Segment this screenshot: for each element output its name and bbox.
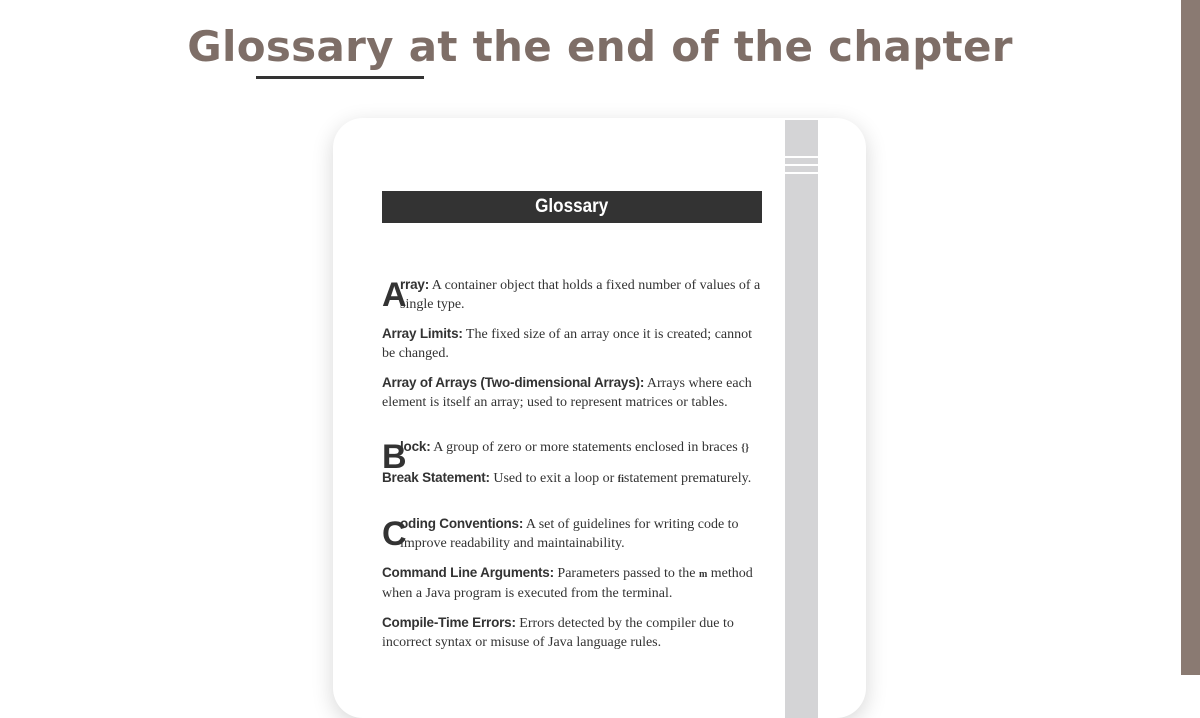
glossary-entry-array-limits xyxy=(382,324,767,363)
entry-term: Command Line Arguments: xyxy=(382,565,554,580)
entry-definition: A set of guidelines for writing code to improve readability and maintainability. xyxy=(400,517,739,551)
glossary-heading-bar xyxy=(382,191,762,223)
glossary-entry-coding-conventions xyxy=(382,514,767,553)
strip-line xyxy=(785,156,818,158)
title-underline xyxy=(256,76,424,79)
drop-cap: B xyxy=(382,438,407,476)
glossary-entry-command-line-arguments xyxy=(382,563,767,603)
glossary-heading: Glossary xyxy=(535,196,609,217)
entry-term: rray: xyxy=(400,277,430,292)
page-side-strip xyxy=(785,120,818,718)
strip-line xyxy=(785,172,818,174)
entry-definition-prefix: Used to exit a loop or xyxy=(489,471,618,486)
glossary-entries xyxy=(382,275,767,662)
entry-definition: A container object that holds a fixed number of values of a single type. xyxy=(400,278,761,312)
entry-definition-prefix: Parameters passed to the xyxy=(553,566,699,581)
glossary-entry-block xyxy=(382,437,767,476)
glossary-entry-compile-time-errors xyxy=(382,613,767,652)
inline-code-glyph: fi xyxy=(617,474,624,485)
inline-code-glyph: m xyxy=(698,569,708,580)
entry-definition: The fixed size of an array once it is created; cannot be changed. xyxy=(382,327,753,361)
glossary-entry-array xyxy=(382,275,767,314)
entry-definition: Arrays where each element is itself an array; used to represent matrices or tables. xyxy=(382,376,752,410)
entry-definition: A group of zero or more statements enclosed in braces xyxy=(430,440,742,455)
entry-term: lock: xyxy=(400,439,431,454)
entry-definition: Errors detected by the compiler due to incorrect syntax or misuse of Java language rules. xyxy=(382,616,734,650)
glossary-entry-array-of-arrays xyxy=(382,373,767,412)
right-edge-bar xyxy=(1181,0,1200,675)
book-page-card xyxy=(333,118,866,718)
inline-code-glyph: {} xyxy=(741,443,750,454)
entry-term: oding Conventions: xyxy=(400,516,524,531)
drop-cap: C xyxy=(382,515,407,553)
entry-term: Compile-Time Errors: xyxy=(382,615,516,630)
drop-cap: A xyxy=(382,276,407,314)
strip-line xyxy=(785,164,818,166)
entry-definition: statement prematurely. xyxy=(623,471,752,486)
glossary-entry-break-statement xyxy=(382,468,767,489)
entry-definition: method when a Java program is executed from the terminal. xyxy=(382,566,753,601)
entry-term: Array Limits: xyxy=(382,326,463,341)
slide-title: Glossary at the end of the chapter xyxy=(187,22,1013,71)
entry-term: Break Statement: xyxy=(382,470,490,485)
entry-term: Array of Arrays (Two-dimensional Arrays): xyxy=(382,375,645,390)
